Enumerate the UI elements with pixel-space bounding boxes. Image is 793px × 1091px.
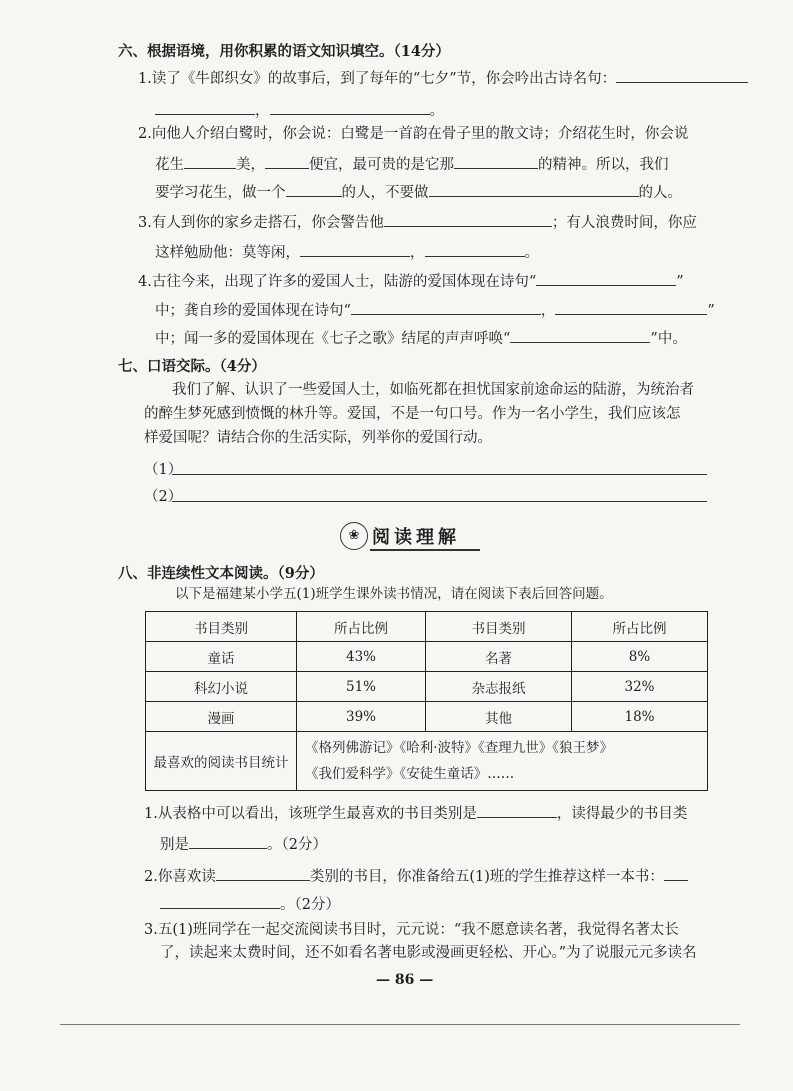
- table-cell: 名著: [426, 642, 572, 672]
- favorites-label: 最喜欢的阅读书目统计: [146, 732, 297, 791]
- s6-q2-text: 的人，不要做: [341, 185, 429, 201]
- favorites-line-1: 《格列佛游记》《哈利·波特》《查理九世》《狼王梦》: [305, 740, 614, 756]
- favorites-list: [297, 732, 708, 791]
- table-cell: 51%: [297, 672, 426, 702]
- s6-q3-line2: [155, 241, 539, 263]
- s6-q3-text: 这样勉励他：莫等闲，: [155, 245, 300, 261]
- s6-q2-text: 花生: [155, 157, 184, 173]
- s8-q2-text: 类别的书目，你准备给五(1)班的学生推荐这样一本书：: [309, 869, 664, 885]
- s6-q3-text: 3.有人到你的家乡走搭石，你会警告他: [138, 215, 384, 231]
- s6-q2-line2: [155, 153, 669, 175]
- banner-underline: [370, 549, 480, 551]
- page-number: — 86 —: [376, 972, 434, 988]
- s6-q4-line1: [138, 270, 684, 292]
- answer-blank[interactable]: [425, 241, 525, 257]
- answer-blank[interactable]: [429, 181, 639, 197]
- s7-answer-label-2: （2）: [144, 489, 183, 505]
- s6-q4-text: 4.古往今来，出现了许多的爱国人士，陆游的爱国体现在诗句“: [138, 274, 537, 290]
- table-cell: 漫画: [146, 702, 297, 732]
- answer-blank[interactable]: [300, 241, 410, 257]
- s6-q4-text: ”中。: [650, 331, 687, 347]
- reading-stats-table: [145, 611, 708, 791]
- table-cell: 32%: [572, 672, 708, 702]
- s6-q4-line3: [155, 327, 687, 349]
- s7-para-line1: 我们了解、认识了一些爱国人士，如临死都在担忧国家前途命运的陆游，为统治者: [172, 382, 694, 398]
- s8-q1-line2: [160, 833, 327, 855]
- table-cell: 18%: [572, 702, 708, 732]
- table-cell: 杂志报纸: [426, 672, 572, 702]
- section7-title: 七、口语交际。（4分）: [118, 358, 266, 375]
- answer-blank[interactable]: [510, 327, 650, 343]
- section8-title: 八、非连续性文本阅读。（9分）: [118, 565, 324, 582]
- answer-blank[interactable]: [265, 153, 309, 169]
- table-row: [146, 672, 708, 702]
- s6-q2-text: 的精神。所以，我们: [538, 157, 669, 173]
- s8-q2-line2: [160, 893, 340, 915]
- s6-q2-text: 美，: [236, 157, 265, 173]
- answer-blank[interactable]: [384, 211, 552, 227]
- s8-q1-text: 。（2分）: [267, 837, 327, 853]
- s6-q3-line1: [138, 211, 697, 233]
- s6-q1-text: 1.读了《牛郎织女》的故事后，到了每年的“七夕”节，你会吟出古诗名句：: [138, 71, 617, 87]
- s6-q2-text: 的人。: [638, 185, 682, 201]
- table-row: [146, 642, 708, 672]
- s8-q2-text: 2.你喜欢读: [144, 869, 216, 885]
- s8-q1-line1: [144, 802, 687, 824]
- s6-q2-line3: [155, 181, 682, 203]
- banner-title: 阅读理解: [372, 527, 460, 548]
- s6-q1-sep: ，: [255, 103, 270, 119]
- section6-title: 六、根据语境，用你积累的语文知识填空。（14分）: [118, 43, 450, 60]
- table-header-row: [146, 612, 708, 642]
- s8-q1-text: 1.从表格中可以看出，该班学生最喜欢的书目类别是: [144, 806, 477, 822]
- s8-q3-line1: 3.五(1)班同学在一起交流阅读书目时，元元说：“我不愿意读名著，我觉得名著太长: [144, 922, 679, 938]
- answer-blank[interactable]: [454, 153, 538, 169]
- answer-blank[interactable]: [216, 865, 310, 881]
- table-header: 所占比例: [572, 612, 708, 642]
- table-cell: 其他: [426, 702, 572, 732]
- s6-q3-text: ；有人浪费时间，你应: [551, 215, 697, 231]
- answer-blank[interactable]: [189, 833, 267, 849]
- s6-q3-text: ，: [410, 245, 425, 261]
- s6-q4-line2: [155, 299, 715, 321]
- s6-q4-text: 中；闻一多的爱国体现在《七子之歌》结尾的声声呼唤“: [155, 331, 511, 347]
- answer-blank[interactable]: [555, 299, 707, 315]
- footer-divider: [60, 1024, 740, 1025]
- s6-q4-text: 中；龚自珍的爱国体现在诗句“: [155, 303, 351, 319]
- table-row-favorites: [146, 732, 708, 791]
- answer-blank[interactable]: [286, 181, 342, 197]
- s8-q2-text: 。（2分）: [280, 897, 340, 913]
- table-row: [146, 702, 708, 732]
- table-cell: 科幻小说: [146, 672, 297, 702]
- flower-icon: ❀: [340, 522, 368, 550]
- table-cell: 8%: [572, 642, 708, 672]
- answer-blank[interactable]: [536, 270, 676, 286]
- s8-q1-text: 别是: [160, 837, 189, 853]
- answer-line-1[interactable]: [172, 474, 707, 475]
- s6-q4-text: ”: [707, 303, 715, 319]
- table-header: 所占比例: [297, 612, 426, 642]
- table-cell: 童话: [146, 642, 297, 672]
- s6-q3-text: 。: [524, 245, 539, 261]
- s6-q1-end: 。: [429, 103, 444, 119]
- s7-answer-label-1: （1）: [144, 462, 183, 478]
- s6-q4-text: ”: [676, 274, 684, 290]
- answer-blank[interactable]: [351, 299, 541, 315]
- s7-para-line3: 样爱国呢？请结合你的生活实际，列举你的爱国行动。: [144, 430, 492, 446]
- s8-q2-line1: [144, 865, 688, 887]
- table-cell: 39%: [297, 702, 426, 732]
- answer-line-2[interactable]: [172, 501, 707, 502]
- answer-blank[interactable]: [616, 67, 748, 83]
- s6-q1-line2: [155, 99, 444, 121]
- s6-q2-line1: 2.向他人介绍白鹭时，你会说：白鹭是一首韵在骨子里的散文诗；介绍花生时，你会说: [138, 126, 689, 142]
- answer-blank[interactable]: [270, 99, 430, 115]
- answer-blank[interactable]: [160, 893, 280, 909]
- s7-para-line2: 的醉生梦死感到愤慨的林升等。爱国，不是一句口号。作为一名小学生，我们应该怎: [144, 406, 681, 422]
- s6-q2-text: 要学习花生，做一个: [155, 185, 286, 201]
- table-cell: 43%: [297, 642, 426, 672]
- reading-comprehension-banner: [340, 520, 470, 550]
- answer-blank[interactable]: [664, 865, 688, 881]
- answer-blank[interactable]: [155, 99, 255, 115]
- s8-q1-text: ，读得最少的书目类: [556, 806, 688, 822]
- s8-q3-line2: 了，读起来太费时间，还不如看名著电影或漫画更轻松、开心。”为了说服元元多读名: [160, 945, 697, 961]
- table-header: 书目类别: [146, 612, 297, 642]
- favorites-line-2: 《我们爱科学》《安徒生童话》……: [305, 766, 515, 782]
- table-header: 书目类别: [426, 612, 572, 642]
- s6-q2-text: 便宜，最可贵的是它那: [309, 157, 454, 173]
- s6-q4-text: ，: [540, 303, 556, 319]
- answer-blank[interactable]: [477, 802, 557, 818]
- s6-q1-line1: [138, 67, 748, 89]
- s8-intro: 以下是福建某小学五(1)班学生课外读书情况，请在阅读下表后回答问题。: [175, 586, 613, 602]
- answer-blank[interactable]: [184, 153, 236, 169]
